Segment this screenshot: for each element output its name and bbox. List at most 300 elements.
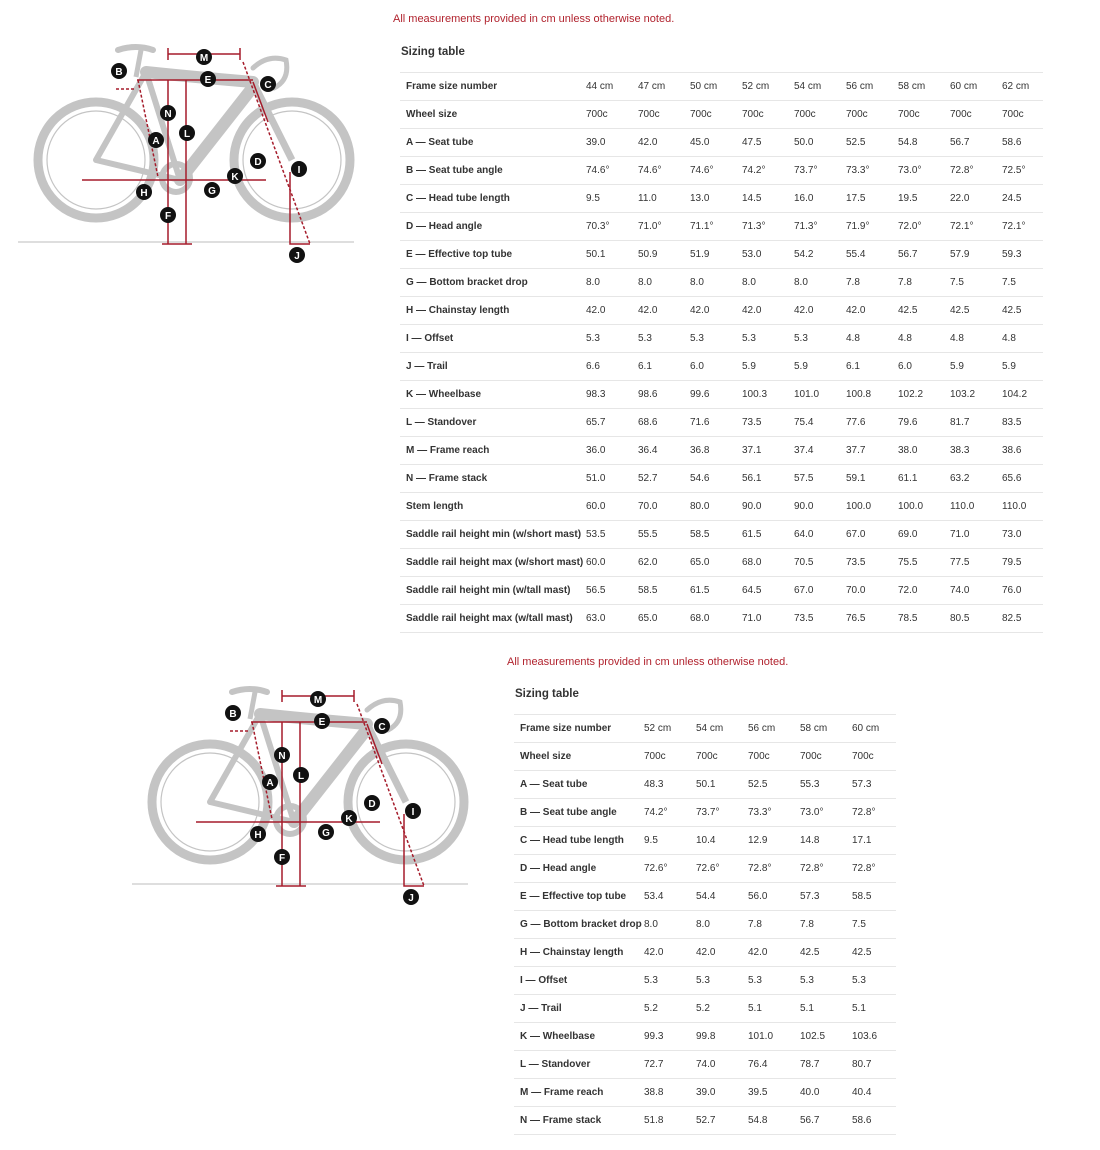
value-cell: 17.1 (852, 827, 896, 855)
value-cell: 101.0 (748, 1023, 800, 1051)
value-cell: 4.8 (846, 325, 898, 353)
value-cell: 6.1 (846, 353, 898, 381)
value-cell: 700c (690, 101, 742, 129)
value-cell: 77.6 (846, 409, 898, 437)
value-cell: 5.3 (748, 967, 800, 995)
value-cell: 102.2 (898, 381, 950, 409)
value-cell: 700c (748, 743, 800, 771)
value-cell: 42.0 (690, 297, 742, 325)
marker-g (204, 182, 220, 198)
table-row (400, 297, 1043, 325)
value-cell: 72.5° (1002, 157, 1043, 185)
marker-n (160, 105, 176, 121)
value-cell: 100.8 (846, 381, 898, 409)
row-label: G — Bottom bracket drop (400, 269, 586, 297)
value-cell: 47.5 (742, 129, 794, 157)
marker-g (318, 824, 334, 840)
value-cell: 6.0 (690, 353, 742, 381)
value-cell: 36.8 (690, 437, 742, 465)
svg-text:M: M (313, 695, 323, 706)
value-cell: 76.4 (748, 1051, 800, 1079)
header-label: Frame size number (514, 715, 644, 743)
value-cell: 56.7 (800, 1107, 852, 1135)
value-cell: 8.0 (742, 269, 794, 297)
value-cell: 700c (586, 101, 638, 129)
value-cell: 52.7 (638, 465, 690, 493)
value-cell: 56.7 (950, 129, 1002, 157)
value-cell: 42.0 (794, 297, 846, 325)
row-label: A — Seat tube (400, 129, 586, 157)
table-row (400, 269, 1043, 297)
value-cell: 55.3 (800, 771, 852, 799)
table-row (514, 995, 896, 1023)
value-cell: 59.3 (1002, 241, 1043, 269)
bike-geometry-diagram-2 (132, 674, 477, 924)
size-header-cell: 60 cm (852, 715, 896, 743)
value-cell: 59.1 (846, 465, 898, 493)
value-cell: 38.6 (1002, 437, 1043, 465)
value-cell: 5.3 (690, 325, 742, 353)
table-row (514, 967, 896, 995)
table-row (400, 213, 1043, 241)
row-label: D — Head angle (400, 213, 586, 241)
value-cell: 700c (898, 101, 950, 129)
row-label: Saddle rail height min (w/tall mast) (400, 577, 586, 605)
value-cell: 8.0 (696, 911, 748, 939)
value-cell: 5.2 (696, 995, 748, 1023)
value-cell: 55.5 (638, 521, 690, 549)
value-cell: 77.5 (950, 549, 1002, 577)
marker-m (196, 49, 212, 65)
row-label: D — Head angle (514, 855, 644, 883)
value-cell: 103.2 (950, 381, 1002, 409)
value-cell: 104.2 (1002, 381, 1043, 409)
value-cell: 61.5 (690, 577, 742, 605)
value-cell: 80.5 (950, 605, 1002, 633)
value-cell: 54.8 (898, 129, 950, 157)
value-cell: 52.5 (846, 129, 898, 157)
value-cell: 71.3° (794, 213, 846, 241)
table-row (400, 129, 1043, 157)
value-cell: 56.1 (742, 465, 794, 493)
value-cell: 42.0 (638, 297, 690, 325)
svg-text:K: K (345, 814, 353, 825)
value-cell: 7.8 (846, 269, 898, 297)
size-header-cell: 62 cm (1002, 73, 1043, 101)
value-cell: 700c (950, 101, 1002, 129)
value-cell: 42.0 (742, 297, 794, 325)
value-cell: 5.1 (852, 995, 896, 1023)
value-cell: 79.6 (898, 409, 950, 437)
value-cell: 100.3 (742, 381, 794, 409)
sizing-table-2 (514, 714, 896, 1135)
value-cell: 78.7 (800, 1051, 852, 1079)
value-cell: 5.9 (1002, 353, 1043, 381)
value-cell: 8.0 (644, 911, 696, 939)
value-cell: 57.9 (950, 241, 1002, 269)
value-cell: 42.0 (644, 939, 696, 967)
svg-text:J: J (294, 251, 300, 262)
row-label: K — Wheelbase (514, 1023, 644, 1051)
marker-h (136, 184, 152, 200)
size-header-cell: 50 cm (690, 73, 742, 101)
value-cell: 57.3 (800, 883, 852, 911)
marker-k (341, 810, 357, 826)
table-row (400, 353, 1043, 381)
value-cell: 42.5 (1002, 297, 1043, 325)
value-cell: 5.9 (950, 353, 1002, 381)
sizing-table-1 (400, 72, 1043, 633)
value-cell: 65.7 (586, 409, 638, 437)
table-row (400, 381, 1043, 409)
svg-text:I: I (297, 165, 301, 176)
value-cell: 72.8° (800, 855, 852, 883)
value-cell: 6.0 (898, 353, 950, 381)
value-cell: 42.5 (950, 297, 1002, 325)
value-cell: 24.5 (1002, 185, 1043, 213)
size-header-cell: 52 cm (742, 73, 794, 101)
value-cell: 58.5 (638, 577, 690, 605)
row-label: Saddle rail height max (w/short mast) (400, 549, 586, 577)
value-cell: 42.0 (696, 939, 748, 967)
marker-d (364, 795, 380, 811)
svg-text:B: B (115, 67, 123, 78)
table-row (400, 409, 1043, 437)
size-header-cell: 54 cm (794, 73, 846, 101)
row-label: H — Chainstay length (514, 939, 644, 967)
value-cell: 7.5 (950, 269, 1002, 297)
table-row (514, 1023, 896, 1051)
table-row (514, 1051, 896, 1079)
value-cell: 5.3 (638, 325, 690, 353)
marker-f (160, 207, 176, 223)
value-cell: 40.0 (800, 1079, 852, 1107)
value-cell: 63.0 (586, 605, 638, 633)
value-cell: 22.0 (950, 185, 1002, 213)
size-header-cell: 47 cm (638, 73, 690, 101)
header-row (400, 73, 1043, 101)
value-cell: 60.0 (586, 493, 638, 521)
table-row (400, 549, 1043, 577)
value-cell: 52.5 (748, 771, 800, 799)
table-row (514, 743, 896, 771)
marker-n (274, 747, 290, 763)
value-cell: 61.5 (742, 521, 794, 549)
value-cell: 103.6 (852, 1023, 896, 1051)
value-cell: 53.0 (742, 241, 794, 269)
value-cell: 72.7 (644, 1051, 696, 1079)
marker-j (403, 889, 419, 905)
value-cell: 700c (1002, 101, 1043, 129)
size-header-cell: 44 cm (586, 73, 638, 101)
value-cell: 10.4 (696, 827, 748, 855)
value-cell: 42.5 (800, 939, 852, 967)
table-row (514, 799, 896, 827)
value-cell: 700c (696, 743, 748, 771)
marker-e (200, 71, 216, 87)
value-cell: 12.9 (748, 827, 800, 855)
svg-text:N: N (164, 109, 172, 120)
marker-a (148, 132, 164, 148)
value-cell: 73.5 (846, 549, 898, 577)
value-cell: 100.0 (898, 493, 950, 521)
marker-f (274, 849, 290, 865)
value-cell: 72.8° (852, 855, 896, 883)
marker-j (289, 247, 305, 263)
marker-i (405, 803, 421, 819)
value-cell: 36.4 (638, 437, 690, 465)
row-label: L — Standover (400, 409, 586, 437)
value-cell: 38.8 (644, 1079, 696, 1107)
value-cell: 5.2 (644, 995, 696, 1023)
value-cell: 83.5 (1002, 409, 1043, 437)
value-cell: 700c (742, 101, 794, 129)
value-cell: 70.0 (846, 577, 898, 605)
value-cell: 99.3 (644, 1023, 696, 1051)
value-cell: 72.0° (898, 213, 950, 241)
value-cell: 5.3 (800, 967, 852, 995)
value-cell: 64.5 (742, 577, 794, 605)
value-cell: 14.5 (742, 185, 794, 213)
value-cell: 42.0 (748, 939, 800, 967)
marker-k (227, 168, 243, 184)
value-cell: 50.0 (794, 129, 846, 157)
value-cell: 62.0 (638, 549, 690, 577)
value-cell: 70.5 (794, 549, 846, 577)
svg-text:C: C (264, 80, 272, 91)
value-cell: 700c (800, 743, 852, 771)
bike-geometry-diagram (18, 32, 363, 282)
svg-text:F: F (278, 853, 286, 864)
value-cell: 42.0 (638, 129, 690, 157)
value-cell: 9.5 (586, 185, 638, 213)
value-cell: 51.0 (586, 465, 638, 493)
value-cell: 73.0° (898, 157, 950, 185)
row-label: A — Seat tube (514, 771, 644, 799)
value-cell: 8.0 (586, 269, 638, 297)
row-label: L — Standover (514, 1051, 644, 1079)
value-cell: 72.8° (950, 157, 1002, 185)
value-cell: 90.0 (794, 493, 846, 521)
value-cell: 58.6 (1002, 129, 1043, 157)
value-cell: 71.1° (690, 213, 742, 241)
value-cell: 73.5 (794, 605, 846, 633)
row-label: N — Frame stack (514, 1107, 644, 1135)
table-row (400, 101, 1043, 129)
value-cell: 60.0 (586, 549, 638, 577)
value-cell: 700c (852, 743, 896, 771)
value-cell: 72.1° (1002, 213, 1043, 241)
size-header-cell: 56 cm (748, 715, 800, 743)
value-cell: 72.8° (748, 855, 800, 883)
value-cell: 72.8° (852, 799, 896, 827)
value-cell: 73.0 (1002, 521, 1043, 549)
row-label: Saddle rail height min (w/short mast) (400, 521, 586, 549)
value-cell: 8.0 (638, 269, 690, 297)
marker-e (314, 713, 330, 729)
svg-text:A: A (266, 778, 274, 789)
value-cell: 14.8 (800, 827, 852, 855)
value-cell: 42.5 (852, 939, 896, 967)
table-row (400, 437, 1043, 465)
row-label: Saddle rail height max (w/tall mast) (400, 605, 586, 633)
header-row (514, 715, 896, 743)
value-cell: 75.4 (794, 409, 846, 437)
value-cell: 54.2 (794, 241, 846, 269)
svg-text:N: N (278, 751, 286, 762)
row-label: M — Frame reach (514, 1079, 644, 1107)
value-cell: 45.0 (690, 129, 742, 157)
value-cell: 57.3 (852, 771, 896, 799)
value-cell: 72.6° (644, 855, 696, 883)
table-row (514, 883, 896, 911)
value-cell: 69.0 (898, 521, 950, 549)
value-cell: 54.6 (690, 465, 742, 493)
value-cell: 75.5 (898, 549, 950, 577)
value-cell: 74.0 (696, 1051, 748, 1079)
value-cell: 101.0 (794, 381, 846, 409)
value-cell: 90.0 (742, 493, 794, 521)
row-label: J — Trail (514, 995, 644, 1023)
value-cell: 700c (638, 101, 690, 129)
value-cell: 71.9° (846, 213, 898, 241)
value-cell: 39.0 (696, 1079, 748, 1107)
value-cell: 72.6° (696, 855, 748, 883)
value-cell: 67.0 (794, 577, 846, 605)
row-label: H — Chainstay length (400, 297, 586, 325)
value-cell: 7.8 (898, 269, 950, 297)
value-cell: 9.5 (644, 827, 696, 855)
row-label: J — Trail (400, 353, 586, 381)
value-cell: 61.1 (898, 465, 950, 493)
units-note-2: All measurements provided in cm unless otherwise noted. (507, 656, 789, 668)
svg-text:K: K (231, 172, 239, 183)
value-cell: 13.0 (690, 185, 742, 213)
svg-text:B: B (229, 709, 237, 720)
value-cell: 74.6° (638, 157, 690, 185)
size-header-cell: 60 cm (950, 73, 1002, 101)
table-row (400, 325, 1043, 353)
value-cell: 70.0 (638, 493, 690, 521)
table-row (514, 1107, 896, 1135)
value-cell: 50.9 (638, 241, 690, 269)
row-label: M — Frame reach (400, 437, 586, 465)
value-cell: 56.5 (586, 577, 638, 605)
size-header-cell: 54 cm (696, 715, 748, 743)
table-row (514, 1079, 896, 1107)
row-label: Wheel size (400, 101, 586, 129)
value-cell: 39.5 (748, 1079, 800, 1107)
value-cell: 65.0 (690, 549, 742, 577)
svg-text:F: F (164, 211, 172, 222)
svg-text:G: G (322, 828, 330, 839)
value-cell: 42.5 (898, 297, 950, 325)
value-cell: 42.0 (586, 297, 638, 325)
value-cell: 100.0 (846, 493, 898, 521)
value-cell: 5.1 (748, 995, 800, 1023)
value-cell: 700c (846, 101, 898, 129)
value-cell: 55.4 (846, 241, 898, 269)
value-cell: 52.7 (696, 1107, 748, 1135)
value-cell: 98.6 (638, 381, 690, 409)
value-cell: 5.3 (586, 325, 638, 353)
value-cell: 74.6° (586, 157, 638, 185)
value-cell: 42.0 (846, 297, 898, 325)
value-cell: 71.3° (742, 213, 794, 241)
value-cell: 73.7° (696, 799, 748, 827)
value-cell: 16.0 (794, 185, 846, 213)
value-cell: 50.1 (586, 241, 638, 269)
value-cell: 40.4 (852, 1079, 896, 1107)
value-cell: 68.0 (690, 605, 742, 633)
marker-l (293, 767, 309, 783)
size-header-cell: 56 cm (846, 73, 898, 101)
value-cell: 67.0 (846, 521, 898, 549)
units-note: All measurements provided in cm unless otherwise noted. (393, 13, 675, 25)
row-label: E — Effective top tube (514, 883, 644, 911)
svg-text:E: E (318, 717, 326, 728)
value-cell: 19.5 (898, 185, 950, 213)
value-cell: 58.6 (852, 1107, 896, 1135)
marker-c (374, 718, 390, 734)
svg-text:C: C (378, 722, 386, 733)
value-cell: 80.0 (690, 493, 742, 521)
value-cell: 51.9 (690, 241, 742, 269)
header-label: Frame size number (400, 73, 586, 101)
value-cell: 5.9 (794, 353, 846, 381)
value-cell: 7.5 (852, 911, 896, 939)
value-cell: 7.5 (1002, 269, 1043, 297)
table-row (514, 771, 896, 799)
value-cell: 7.8 (748, 911, 800, 939)
value-cell: 5.3 (742, 325, 794, 353)
value-cell: 71.6 (690, 409, 742, 437)
value-cell: 99.6 (690, 381, 742, 409)
value-cell: 73.5 (742, 409, 794, 437)
svg-text:E: E (204, 75, 212, 86)
value-cell: 5.1 (800, 995, 852, 1023)
value-cell: 57.5 (794, 465, 846, 493)
table-row (400, 241, 1043, 269)
marker-l (179, 125, 195, 141)
row-label: C — Head tube length (514, 827, 644, 855)
marker-d (250, 153, 266, 169)
svg-text:D: D (254, 157, 262, 168)
value-cell: 6.6 (586, 353, 638, 381)
svg-text:D: D (368, 799, 376, 810)
table-row (400, 465, 1043, 493)
value-cell: 53.5 (586, 521, 638, 549)
value-cell: 50.1 (696, 771, 748, 799)
value-cell: 98.3 (586, 381, 638, 409)
value-cell: 72.1° (950, 213, 1002, 241)
value-cell: 37.7 (846, 437, 898, 465)
value-cell: 6.1 (638, 353, 690, 381)
value-cell: 8.0 (794, 269, 846, 297)
sizing-table-heading-2: Sizing table (515, 688, 579, 700)
svg-text:A: A (152, 136, 160, 147)
value-cell: 39.0 (586, 129, 638, 157)
value-cell: 110.0 (1002, 493, 1043, 521)
value-cell: 4.8 (898, 325, 950, 353)
marker-m (310, 691, 326, 707)
sizing-table-heading: Sizing table (401, 46, 465, 58)
table-row (400, 521, 1043, 549)
svg-text:G: G (208, 186, 216, 197)
value-cell: 5.3 (794, 325, 846, 353)
value-cell: 54.4 (696, 883, 748, 911)
value-cell: 5.3 (644, 967, 696, 995)
